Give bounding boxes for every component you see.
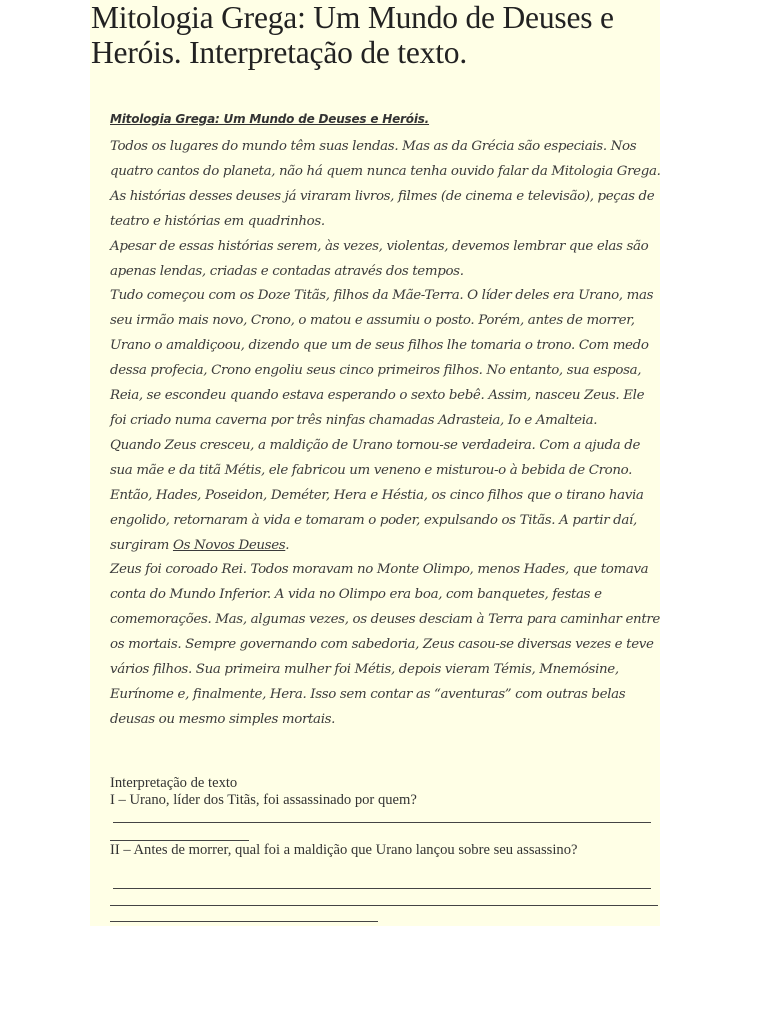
answer-line-2c[interactable]	[110, 921, 378, 922]
interpretation-label: Interpretação de texto	[110, 775, 238, 791]
story-paragraph	[110, 434, 662, 559]
story-paragraph: Apesar de essas histórias serem, às vezes, violentas, devemos lembrar que elas são apenas lendas, criadas e contadas através dos tempos.	[110, 238, 649, 279]
answer-line-1[interactable]	[113, 822, 651, 823]
story-text-run: Quando Zeus cresceu, a maldição de Urano tornou-se verdadeira. Com a ajuda de sua mãe e da titã Métis, ele fabricou um veneno e misturou-o à bebida de Crono. Então, Hades, Poseidon, Deméter, Hera e Héstia, os cinco filhos que o tirano havia engolido, retornaram à vida e tomaram o poder, expulsando os Titãs. A partir daí, surgiram	[110, 437, 644, 553]
story-text-run: .	[285, 537, 290, 553]
interpretation-section	[110, 775, 660, 809]
question-2: II – Antes de morrer, qual foi a maldição que Urano lançou sobre seu assassino?	[110, 842, 578, 858]
question-1: I – Urano, líder dos Titãs, foi assassinado por quem?	[110, 792, 417, 808]
novos-deuses-link[interactable]: Os Novos Deuses	[172, 537, 286, 553]
story-paragraph: Todos os lugares do mundo têm suas lendas. Mas as da Grécia são especiais. Nos quatro cantos do planeta, não há quem nunca tenha ouvido falar da Mitologia Grega. As histórias desses deuses já viraram livros, filmes (de cinema e televisão), peças de teatro e histórias em quadrinhos.	[110, 139, 661, 229]
story-paragraph: Tudo começou com os Doze Titãs, filhos da Mãe-Terra. O líder deles era Urano, mas seu irmão mais novo, Crono, o matou e assumiu o posto. Porém, antes de morrer, Urano o amaldiçoou, dizendo que um de seus filhos lhe tomaria o trono. Com medo dessa profecia, Crono engoliu seus cinco primeiros filhos. No entanto, sua esposa, Reia, se escondeu quando estava esperando o sexto bebê. Assim, nasceu Zeus. Ele foi criado numa caverna por três ninfas chamadas Adrasteia, Io e Amalteia.	[110, 288, 654, 428]
story-paragraph: Zeus foi coroado Rei. Todos moravam no Monte Olimpo, menos Hades, que tomava conta do Mundo Inferior. A vida no Olimpo era boa, com banquetes, festas e comemorações. Mas, algumas vezes, os deuses desciam à Terra para caminhar entre os mortais. Sempre governando com sabedoria, Zeus casou-se diversas vezes e teve vários filhos. Sua primeira mulher foi Métis, depois vieram Témis, Mnemósine, Eurínome e, finalmente, Hera. Isso sem contar as “aventuras” com outras belas deusas ou mesmo simples mortais.	[110, 562, 660, 727]
question-2-block	[110, 842, 660, 859]
answer-line-2b[interactable]	[110, 905, 658, 906]
page-title: Mitologia Grega: Um Mundo de Deuses e Heróis. Interpretação de texto.	[91, 0, 614, 70]
document-heading: Mitologia Grega: Um Mundo de Deuses e Heróis.	[110, 112, 430, 126]
answer-line-2[interactable]	[113, 888, 651, 889]
answer-line-1b[interactable]	[110, 840, 249, 841]
story-text	[110, 135, 662, 733]
